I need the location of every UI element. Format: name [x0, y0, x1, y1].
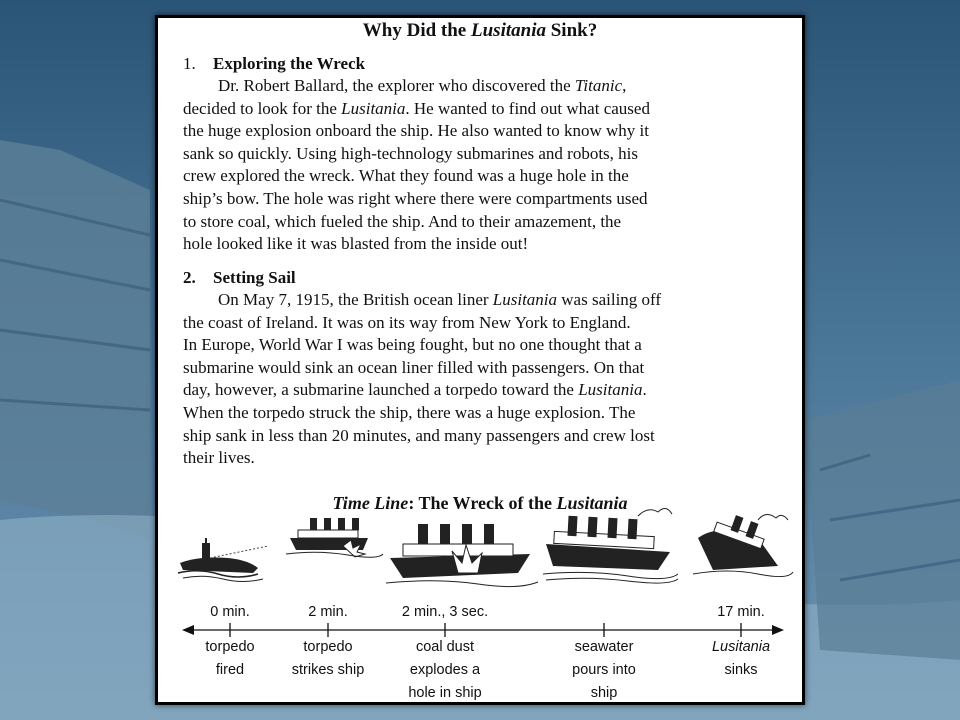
italic-text: Lusitania	[578, 380, 643, 400]
title-suffix: Sink?	[545, 20, 598, 41]
timeline-time-label: 0 min.	[210, 604, 250, 620]
ship-torpedo-strike-illustration	[286, 518, 383, 557]
text-segment: their lives.	[183, 448, 255, 468]
text-segment: . He wanted to find out what caused	[405, 98, 650, 118]
text-segment: the coast of Ireland. It was on its way from New York to England.	[183, 312, 631, 332]
text-segment: In Europe, World War I was being fought, but no one thought that a	[183, 335, 642, 355]
ship-sinking-illustration	[693, 514, 793, 576]
text-segment: ship’s bow. The hole was right where there were compartments used	[183, 188, 648, 208]
text-segment: the huge explosion onboard the ship. He also wanted to know why it	[183, 121, 650, 141]
text-segment: decided to look for the	[183, 98, 342, 118]
title-prefix: Why Did the	[362, 20, 471, 41]
text-segment: sank so quickly. Using high-technology submarines and robots, his	[183, 143, 639, 163]
text-segment: Dr. Robert Ballard, the explorer who discovered the	[218, 76, 575, 95]
timeline-event-label: hole in ship	[408, 685, 482, 701]
document-page	[155, 15, 805, 705]
timeline-event-label: seawater	[574, 639, 634, 655]
text-segment: .	[642, 380, 647, 400]
ship-flooding-illustration	[543, 508, 678, 583]
submarine-illustration	[178, 538, 268, 582]
ship-explosion-illustration	[386, 524, 538, 587]
timeline-title-italic-2: Lusitania	[556, 493, 628, 513]
timeline-graphic	[158, 18, 808, 708]
title-italic: Lusitania	[471, 20, 546, 41]
text-segment: On May 7, 1915, the British ocean liner	[218, 290, 493, 309]
text-segment: to store coal, which fueled the ship. And to their amazement, the	[183, 211, 622, 231]
text-segment: hole looked like it was blasted from the inside out!	[183, 234, 529, 254]
text-segment: crew explored the wreck. What they found was a huge hole in the	[183, 166, 629, 186]
timeline-event-label: explodes a	[409, 662, 481, 678]
text-segment: submarine would sink an ocean liner filled with passengers. On that	[183, 357, 645, 377]
timeline-event-label: torpedo	[303, 639, 353, 655]
timeline-event-label: pours into	[572, 662, 636, 678]
italic-text: Lusitania	[492, 290, 558, 309]
timeline-arrow-right	[772, 625, 784, 635]
text-segment: was sailing off	[557, 290, 662, 309]
timeline-event-label: Lusitania	[711, 639, 771, 655]
timeline-event-label: coal dust	[415, 639, 475, 655]
section-2-title: Setting Sail	[213, 268, 296, 287]
timeline-title-mid: : The Wreck of the	[408, 493, 557, 513]
text-segment: day, however, a submarine launched a torpedo toward the	[183, 380, 579, 400]
timeline-time-label: 17 min.	[717, 604, 765, 620]
wreck-hull-right	[805, 380, 960, 660]
section-1-title: Exploring the Wreck	[213, 54, 366, 73]
italic-text: Lusitania	[341, 98, 406, 118]
timeline-time-label: 2 min., 3 sec.	[401, 604, 489, 620]
timeline-arrow-left	[182, 625, 194, 635]
timeline-event-label: ship	[590, 685, 618, 701]
text-segment: ,	[622, 76, 627, 95]
italic-text: Titanic	[574, 76, 623, 95]
section-1-number: 1.	[183, 54, 196, 73]
timeline-event-label: strikes ship	[291, 662, 365, 678]
text-segment: ship sank in less than 20 minutes, and many passengers and crew lost	[183, 425, 655, 445]
timeline-event-label: sinks	[724, 662, 758, 678]
timeline-time-label: 2 min.	[308, 604, 348, 620]
timeline-event-label: torpedo	[205, 639, 255, 655]
section-2-number: 2.	[183, 268, 196, 287]
timeline-title-italic: Time Line	[332, 493, 409, 513]
timeline-event-label: fired	[215, 662, 245, 678]
text-segment: When the torpedo struck the ship, there was a huge explosion. The	[183, 402, 636, 422]
